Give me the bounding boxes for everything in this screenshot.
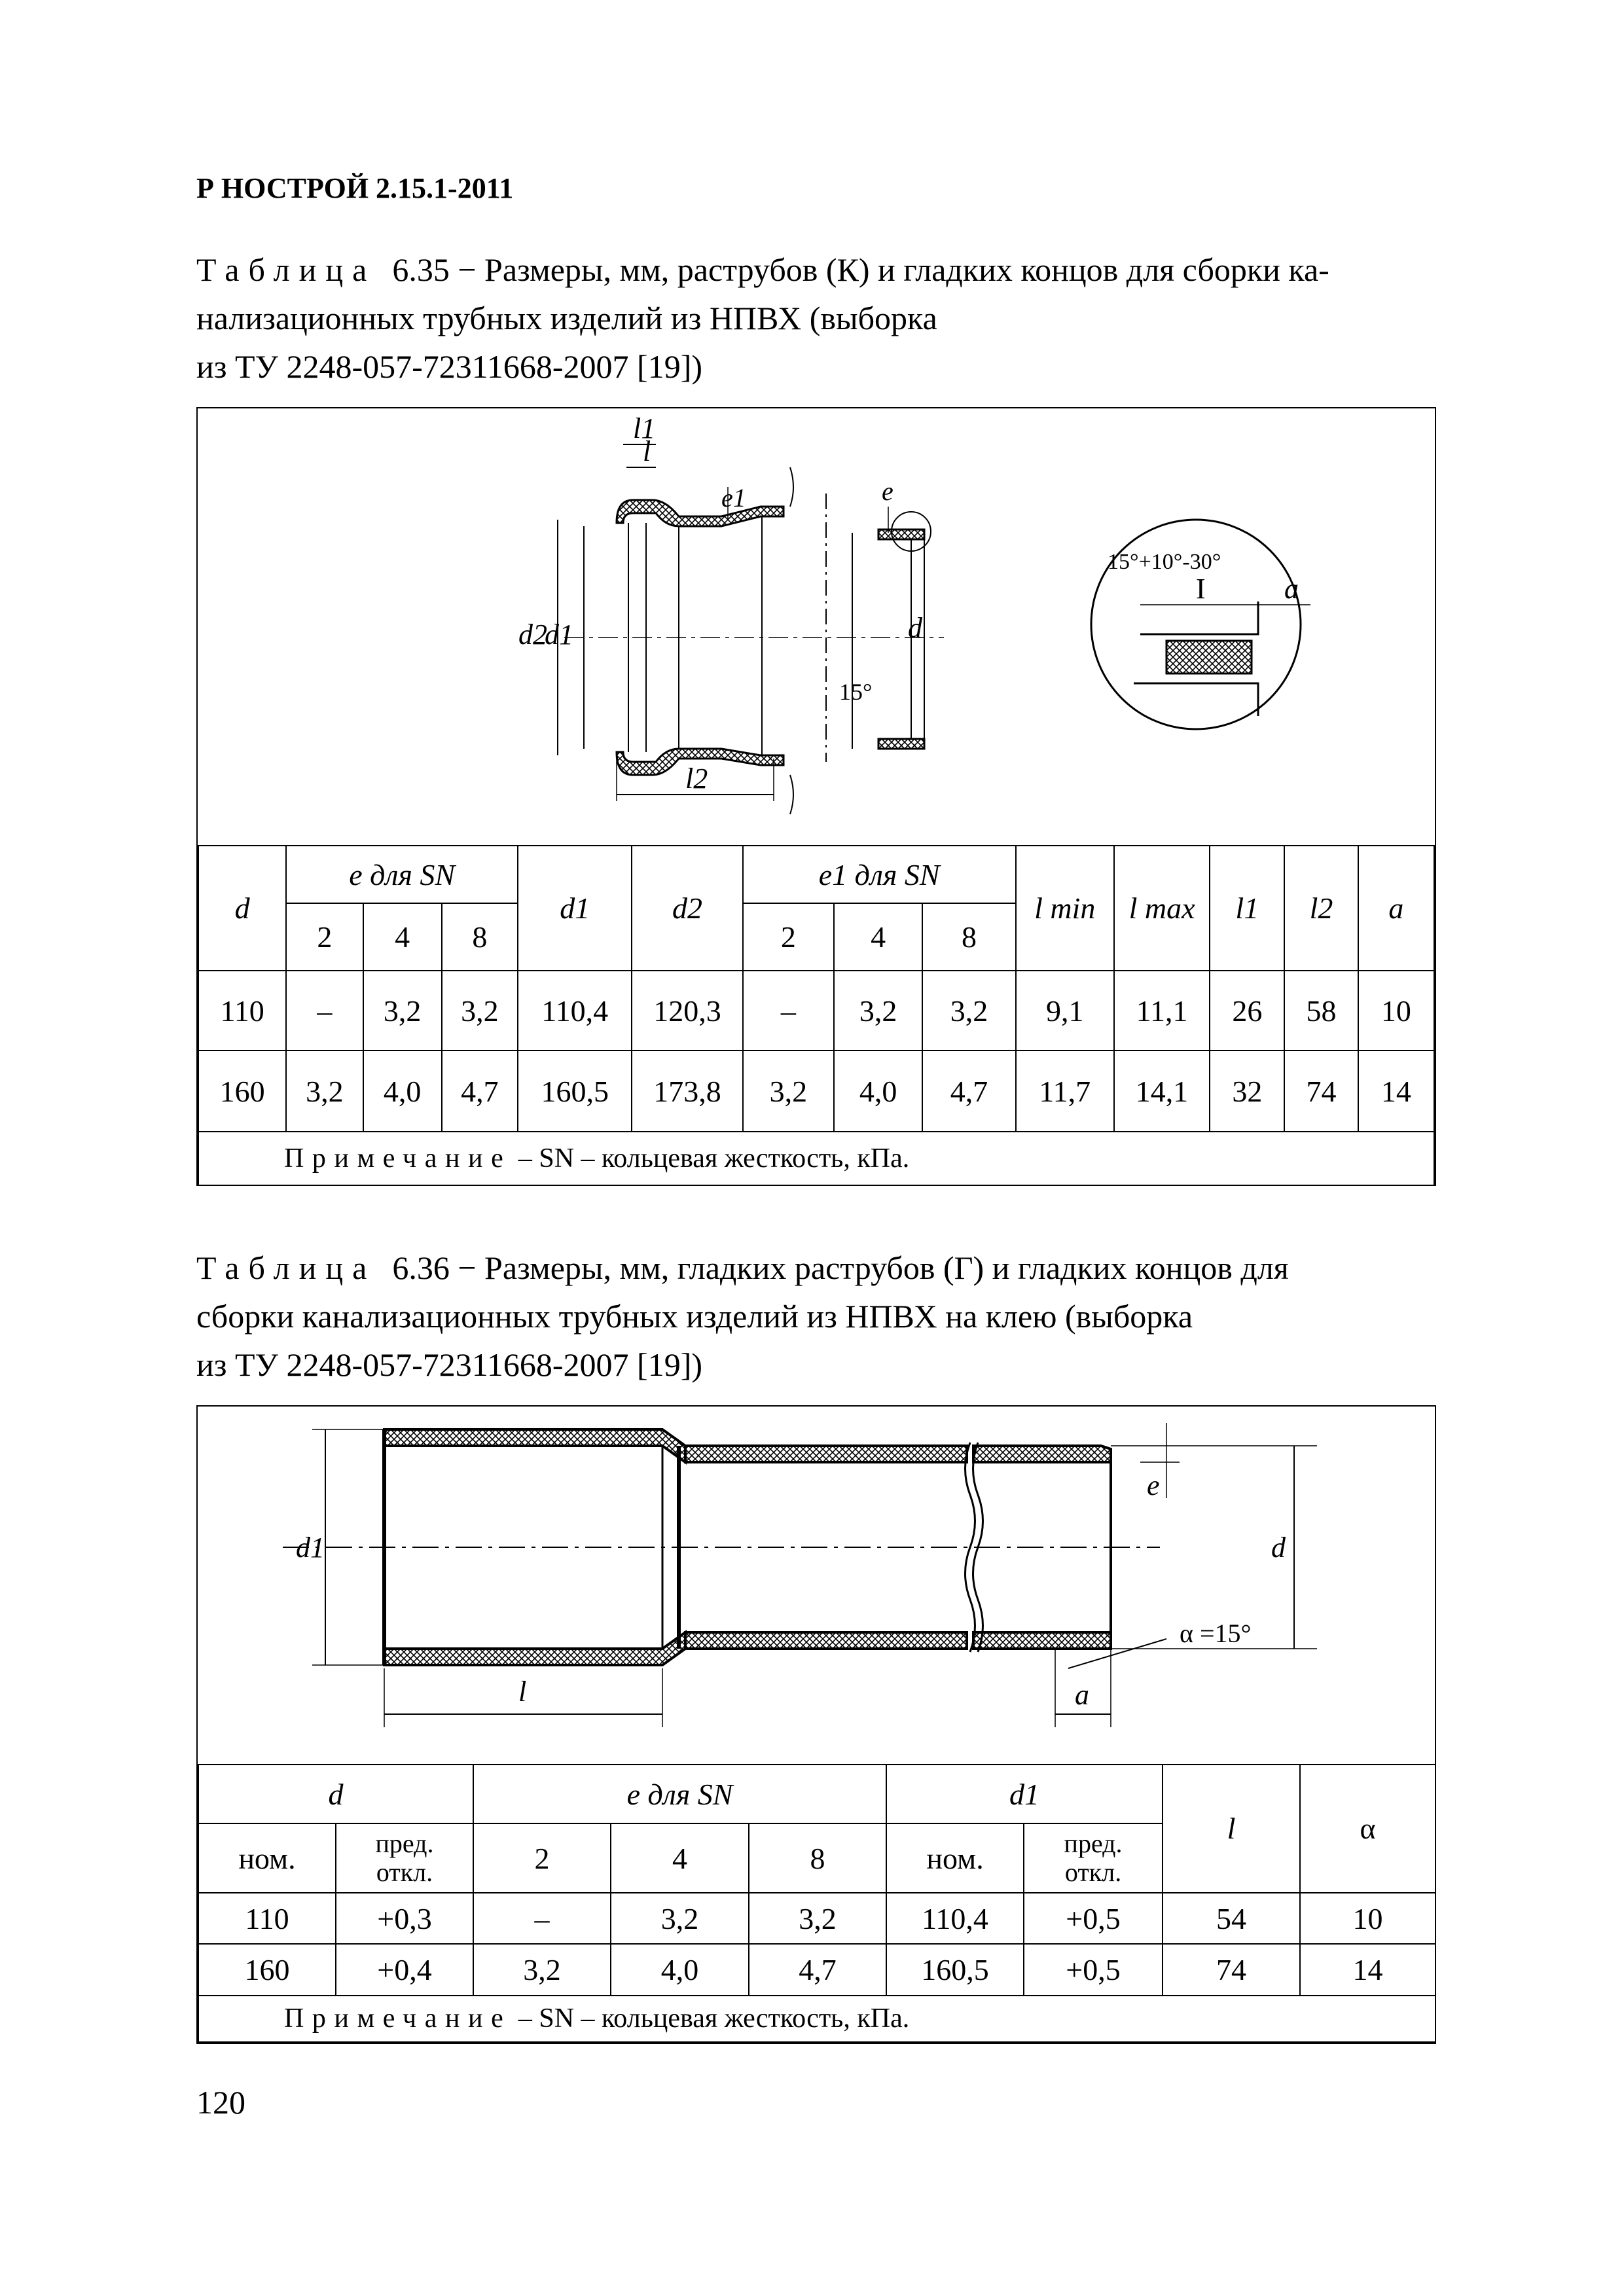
table-row [198,1893,1435,1944]
table-cell: – [743,971,834,1051]
t2-h-esn-text: e для SN [626,1777,733,1811]
fig1-label-15: 15° [839,679,873,705]
table-cell: 4,7 [442,1050,518,1132]
t2-h-d1-tol-1: пред. [1064,1829,1123,1859]
fig1-label-d1: d1 [545,619,573,651]
spigot-wall-bottom [973,1632,1111,1649]
table-cell: 4,7 [922,1050,1015,1132]
table-cell: 160 [198,1944,336,1995]
t1-h-l2: l2 [1284,846,1358,971]
t1-h-e1sn-text: e1 для SN [818,857,940,891]
table-cell: 3,2 [473,1944,611,1995]
t2-sn-4: 4 [611,1823,749,1892]
table2 [198,1764,1436,2043]
table1-note-label: Примечание [284,1143,512,1174]
table2-caption-label: Таблица [196,1249,376,1286]
table-cell: 110 [198,971,286,1051]
table1-caption-text1: 6.35 − Размеры, мм, раструбов (К) и гладких концов для сборки ка- [392,251,1329,288]
table1-note [198,1132,1434,1185]
table-cell: – [286,971,363,1051]
t1-e1sn-8: 8 [922,903,1015,970]
table-cell: 4,7 [749,1944,886,1995]
table-cell: 9,1 [1016,971,1114,1051]
t1-h-d: d [198,846,286,971]
t1-h-l1: l1 [1210,846,1284,971]
socket-wall-top [617,500,784,526]
t1-h-e1sn [743,846,1016,903]
table1-block [196,407,1436,1186]
fig1-label-a: a [1284,573,1299,605]
fig1-label-l2: l2 [685,762,708,795]
table-cell: 160,5 [886,1944,1024,1995]
table-cell: 10 [1358,971,1434,1051]
t2-h-d1: d1 [886,1765,1163,1823]
t2-h-esn [473,1765,886,1823]
fig2-label-alpha: α =15° [1180,1619,1252,1648]
table1 [198,845,1435,1186]
t1-h-lmax: l max [1114,846,1210,971]
t2-sn-2: 2 [473,1823,611,1892]
table1-header-row [198,846,1434,903]
table-cell: 11,1 [1114,971,1210,1051]
t1-h-d2: d2 [632,846,742,971]
table-cell: 14 [1358,1050,1434,1132]
table-cell: 3,2 [922,971,1015,1051]
t2-h-d-tol-1: пред. [375,1829,434,1859]
fig2-label-a: a [1075,1679,1089,1711]
pipe-wall-bottom [685,1632,967,1649]
table-cell: 160,5 [518,1050,632,1132]
t2-h-alpha: α [1300,1765,1435,1893]
fig1-label-l: l [643,435,651,467]
table-cell: 4,0 [363,1050,442,1132]
t2-h-d-nom: ном. [198,1823,336,1892]
t1-h-a: a [1358,846,1434,971]
t2-h-d-tol [336,1823,473,1892]
pipe-wall-top [685,1446,967,1462]
table-cell: 110,4 [886,1893,1024,1944]
t1-h-d1: d1 [518,846,632,971]
table2-note-label: Примечание [284,2003,512,2034]
table-cell: +0,3 [336,1893,473,1944]
table-cell: 58 [1284,971,1358,1051]
table2-caption-line1 [196,1244,1436,1292]
table-cell: 14 [1300,1944,1435,1995]
table-row [198,1050,1434,1132]
table-cell: 3,2 [286,1050,363,1132]
table-cell: +0,4 [336,1944,473,1995]
table-cell: 26 [1210,971,1284,1051]
table-cell: 4,0 [611,1944,749,1995]
table2-note-row [198,1996,1435,2042]
fig2-label-d: d [1271,1532,1286,1564]
table1-figure [198,408,1435,845]
fig2-label-d1: d1 [296,1532,325,1564]
table-cell: 3,2 [834,971,922,1051]
table1-caption-line2: нализационных трубных изделий из НПВХ (выборка [196,300,937,336]
table-cell: 3,2 [749,1893,886,1944]
fig1-label-d: d [908,612,922,644]
table2-caption-line2: сборки канализационных трубных изделий из НПВХ на клею (выборка [196,1298,1193,1335]
table-cell: +0,5 [1024,1893,1163,1944]
table1-caption-line3: из ТУ 2248-057-72311668-2007 [19]) [196,348,702,385]
t2-sn-8: 8 [749,1823,886,1892]
table-row [198,1944,1435,1995]
spigot-wall-top [973,1446,1111,1462]
table2-caption [196,1244,1436,1389]
table-cell: 3,2 [743,1050,834,1132]
table-cell: 11,7 [1016,1050,1114,1132]
table-cell: 3,2 [611,1893,749,1944]
t2-h-l: l [1163,1765,1300,1893]
spigot-wall-bottom [878,739,924,749]
table-cell: 74 [1163,1944,1300,1995]
table1-caption-line1 [196,245,1436,294]
fig1-label-e: e [882,476,893,506]
fig1-label-angle-detail: 15°+10°-30° [1108,550,1221,574]
t1-h-lmin: l min [1016,846,1114,971]
t2-h-d1-tol [1024,1823,1163,1892]
table2-caption-line3: из ТУ 2248-057-72311668-2007 [19]) [196,1346,702,1383]
t2-h-d1-tol-2: откл. [1064,1857,1122,1888]
t1-h-esn [286,846,518,903]
fig1-label-d2: d2 [518,619,547,651]
table-cell: 3,2 [363,971,442,1051]
t1-sn-4: 4 [363,903,442,970]
table-cell: 74 [1284,1050,1358,1132]
spigot-wall-top [878,529,924,539]
table-cell: 32 [1210,1050,1284,1132]
table-cell: 4,0 [834,1050,922,1132]
table1-note-row [198,1132,1434,1185]
table-cell: 54 [1163,1893,1300,1944]
table1-note-text: – SN – кольцевая жесткость, кПа. [511,1143,910,1174]
t1-e1sn-4: 4 [834,903,922,970]
fig2-label-l: l [518,1676,527,1708]
table-cell: – [473,1893,611,1944]
fig1-label-e1: e1 [721,483,746,512]
fig1-label-detail: I [1196,573,1206,605]
table1-caption [196,245,1436,391]
detail-seal [1166,641,1252,673]
t2-h-d1-nom: ном. [886,1823,1024,1892]
table-cell: 110,4 [518,971,632,1051]
table2-block [196,1405,1436,2044]
t1-e1sn-2: 2 [743,903,834,970]
table-cell: 3,2 [442,971,518,1051]
fig1-label-l1: l1 [633,412,656,444]
table2-caption-text1: 6.36 − Размеры, мм, гладких раструбов (Г) и гладких концов для [392,1249,1289,1286]
table-cell: 120,3 [632,971,742,1051]
table2-note [198,1996,1435,2042]
table-row [198,971,1434,1051]
table-cell: 160 [198,1050,286,1132]
document-code: Р НОСТРОЙ 2.15.1-2011 [196,172,514,204]
page-number: 120 [196,2084,245,2121]
fig2-label-e: e [1147,1469,1160,1501]
table-cell: +0,5 [1024,1944,1163,1995]
socket-wall-top [384,1429,685,1462]
t1-h-esn-text: e для SN [349,857,456,891]
t2-h-d-tol-2: откл. [376,1857,433,1888]
table2-header-row [198,1765,1435,1823]
table2-note-text: – SN – кольцевая жесткость, кПа. [511,2003,910,2034]
table-cell: 110 [198,1893,336,1944]
t1-sn-8: 8 [442,903,518,970]
table2-figure [198,1407,1435,1764]
t1-sn-2: 2 [286,903,363,970]
socket-wall-bottom [384,1632,685,1665]
table-cell: 14,1 [1114,1050,1210,1132]
table-cell: 10 [1300,1893,1435,1944]
t2-h-d: d [198,1765,473,1823]
table-cell: 173,8 [632,1050,742,1132]
table1-caption-label: Таблица [196,251,376,288]
